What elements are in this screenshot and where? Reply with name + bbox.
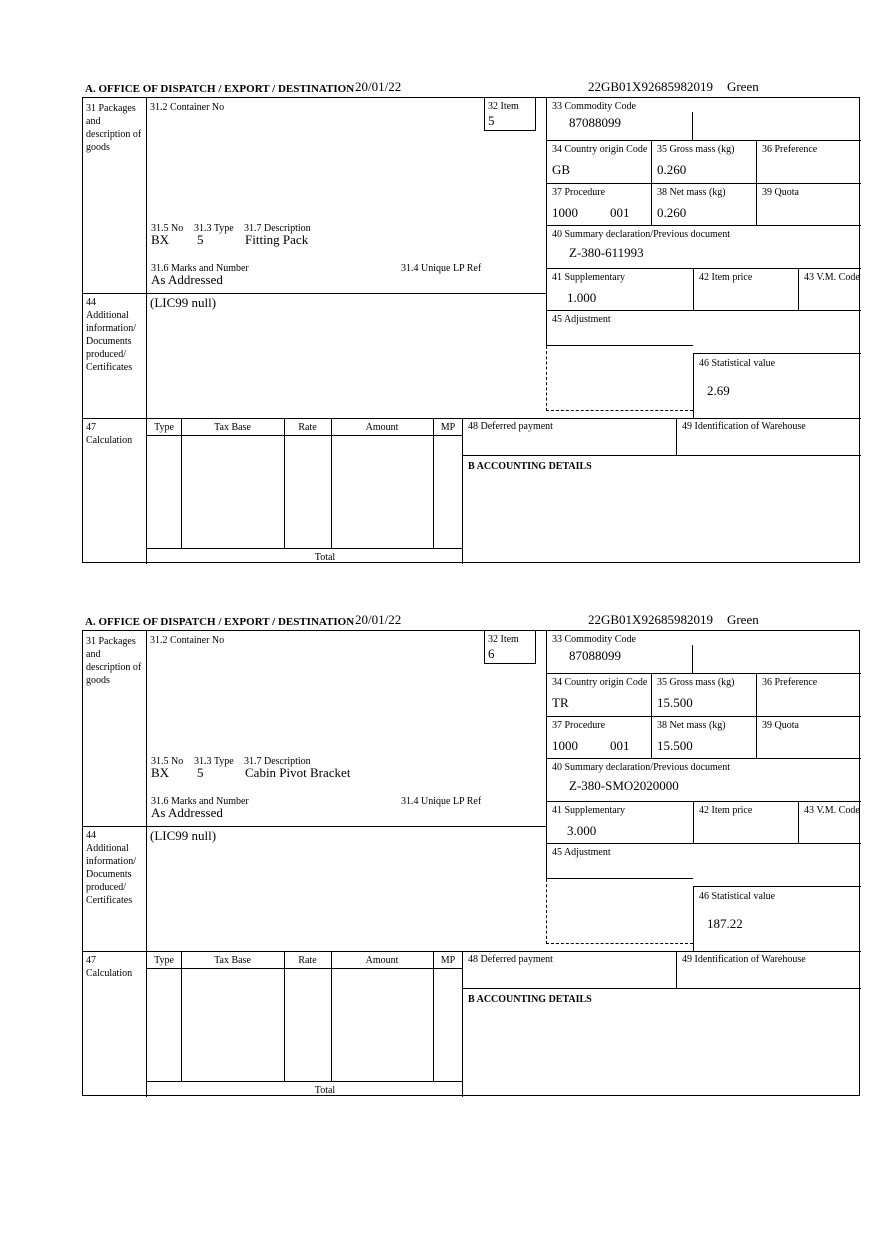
office-of-dispatch-heading: A. OFFICE OF DISPATCH / EXPORT / DESTINATION <box>85 616 355 628</box>
box43-vm-code <box>798 802 861 844</box>
statistical-value: 187.22 <box>707 916 743 931</box>
box42-item-price <box>693 269 798 311</box>
tax-total-rule <box>147 1081 463 1082</box>
item-form-grid <box>82 97 860 563</box>
net-mass-value: 15.500 <box>657 738 693 753</box>
box32-label: 32 Item <box>488 634 519 645</box>
tax-col-rate: Rate <box>298 955 317 966</box>
box32-item <box>484 631 536 664</box>
box47-label: Calculation <box>86 968 133 979</box>
tax-col-tax-base: Tax Base <box>214 955 251 966</box>
box37-procedure <box>546 717 651 759</box>
commodity-code-separator <box>692 112 693 140</box>
box31-7-label: 31.7 Description <box>244 756 311 767</box>
box37-label: 37 Procedure <box>552 187 606 198</box>
commodity-code-value: 87088099 <box>569 115 621 130</box>
box43-label: 43 V.M. Code <box>804 805 860 816</box>
package-kind-value: BX <box>151 232 170 247</box>
adjustment-continuation-dashed-box <box>546 879 693 944</box>
tax-divider-3 <box>331 951 332 1081</box>
box46-label: 46 Statistical value <box>699 891 776 902</box>
tax-divider-2 <box>284 418 285 548</box>
box44-divider <box>83 826 546 827</box>
box35-label: 35 Gross mass (kg) <box>657 677 735 688</box>
box31-6-label: 31.6 Marks and Number <box>151 796 249 807</box>
box46-label: 46 Statistical value <box>699 358 776 369</box>
commodity-code-value: 87088099 <box>569 648 621 663</box>
dispatch-date: 20/01/22 <box>355 79 402 94</box>
box39-quota <box>756 717 861 759</box>
tax-divider-3 <box>331 418 332 548</box>
box33-commodity <box>546 631 861 674</box>
box43-vm-code <box>798 269 861 311</box>
box41-supplementary <box>546 269 693 311</box>
box48-deferred-payment <box>463 418 676 456</box>
box42-label: 42 Item price <box>699 272 753 283</box>
box44-divider <box>83 293 546 294</box>
additional-information-value: (LIC99 null) <box>150 295 217 310</box>
box39-label: 39 Quota <box>762 720 799 731</box>
accounting-details-heading: B ACCOUNTING DETAILS <box>468 994 592 1005</box>
declaration-item-block <box>0 78 882 564</box>
box31-label: 31 Packages and description of goods <box>86 103 142 153</box>
mrn-number: 22GB01X92685982019 <box>588 612 713 627</box>
box39-label: 39 Quota <box>762 187 799 198</box>
box37-label: 37 Procedure <box>552 720 606 731</box>
goods-description-value: Fitting Pack <box>245 232 309 247</box>
box45-adjustment <box>546 844 693 879</box>
tax-col-type: Type <box>154 422 174 433</box>
box31-3-label: 31.3 Type <box>194 223 234 234</box>
item-form-grid <box>82 630 860 1096</box>
box31-2-label: 31.2 Container No <box>150 102 225 113</box>
tax-col-amount: Amount <box>365 422 399 433</box>
box34-country-origin <box>546 674 651 717</box>
box45-adjustment <box>546 311 693 346</box>
box40-summary-declaration <box>546 226 861 269</box>
tax-divider-1 <box>181 418 182 548</box>
supplementary-units-value: 1.000 <box>567 290 597 305</box>
box31-4-label: 31.4 Unique LP Ref <box>401 263 482 274</box>
adjustment-continuation-dashed-box <box>546 346 693 411</box>
box49-warehouse <box>676 951 861 989</box>
box33-label: 33 Commodity Code <box>552 634 636 645</box>
box42-label: 42 Item price <box>699 805 753 816</box>
box32-label: 32 Item <box>488 101 519 112</box>
statistical-value: 2.69 <box>707 383 730 398</box>
box31-2-label: 31.2 Container No <box>150 635 225 646</box>
net-mass-value: 0.260 <box>657 205 687 220</box>
box45-label: 45 Adjustment <box>552 847 611 858</box>
box38-label: 38 Net mass (kg) <box>657 187 726 198</box>
box37-procedure <box>546 184 651 226</box>
box38-net-mass <box>651 717 756 759</box>
routing-status: Green <box>726 79 759 94</box>
box44-number: 44 <box>86 830 96 841</box>
declaration-reference <box>588 80 759 94</box>
box31-5-label: 31.5 No <box>151 756 184 767</box>
tax-divider-2 <box>284 951 285 1081</box>
box36-preference <box>756 674 861 717</box>
accounting-details-heading: B ACCOUNTING DETAILS <box>468 461 592 472</box>
tax-divider-1 <box>181 951 182 1081</box>
gross-mass-value: 0.260 <box>657 162 687 177</box>
package-count-value: 5 <box>197 232 204 247</box>
box31-5-label: 31.5 No <box>151 223 184 234</box>
box45-label: 45 Adjustment <box>552 314 611 325</box>
box36-label: 36 Preference <box>762 677 818 688</box>
box34-label: 34 Country origin Code <box>552 677 648 688</box>
box31-6-label: 31.6 Marks and Number <box>151 263 249 274</box>
box35-gross-mass <box>651 141 756 184</box>
tax-header-rule <box>147 435 463 436</box>
procedure-code-value: 1000 <box>552 738 578 753</box>
routing-status: Green <box>726 612 759 627</box>
procedure-suffix-value: 001 <box>610 738 630 753</box>
box48-label: 48 Deferred payment <box>468 954 553 965</box>
marks-and-number-value: As Addressed <box>151 805 223 820</box>
mrn-number: 22GB01X92685982019 <box>588 79 713 94</box>
box44-label: Additional information/ Documents produced/ Certificates <box>86 310 136 373</box>
package-kind-value: BX <box>151 765 170 780</box>
tax-col-mp: MP <box>440 422 456 433</box>
box38-net-mass <box>651 184 756 226</box>
box44-label: Additional information/ Documents produced/ Certificates <box>86 843 136 906</box>
box47-number: 47 <box>86 422 96 433</box>
box41-label: 41 Supplementary <box>552 805 626 816</box>
box48-label: 48 Deferred payment <box>468 421 553 432</box>
box35-gross-mass <box>651 674 756 717</box>
previous-document-value: Z-380-SMO2020000 <box>569 778 679 793</box>
tax-col-type: Type <box>154 955 174 966</box>
tax-total-label: Total <box>314 552 336 563</box>
box38-label: 38 Net mass (kg) <box>657 720 726 731</box>
box41-supplementary <box>546 802 693 844</box>
box40-summary-declaration <box>546 759 861 802</box>
tax-header-rule <box>147 968 463 969</box>
supplementary-units-value: 3.000 <box>567 823 597 838</box>
additional-information-value: (LIC99 null) <box>150 828 217 843</box>
box49-label: 49 Identification of Warehouse <box>682 421 806 432</box>
tax-col-mp: MP <box>440 955 456 966</box>
box44-number: 44 <box>86 297 96 308</box>
box33-label: 33 Commodity Code <box>552 101 636 112</box>
box40-label: 40 Summary declaration/Previous document <box>552 229 731 240</box>
commodity-code-separator <box>692 645 693 673</box>
previous-document-value: Z-380-611993 <box>569 245 644 260</box>
office-of-dispatch-heading: A. OFFICE OF DISPATCH / EXPORT / DESTINATION <box>85 83 355 95</box>
package-count-value: 5 <box>197 765 204 780</box>
box33-commodity <box>546 98 861 141</box>
box41-label: 41 Supplementary <box>552 272 626 283</box>
item-number-value: 5 <box>488 113 495 128</box>
box31-7-label: 31.7 Description <box>244 223 311 234</box>
tax-col-rate: Rate <box>298 422 317 433</box>
box43-label: 43 V.M. Code <box>804 272 860 283</box>
tax-calculation-table <box>147 951 463 1097</box>
marks-and-number-value: As Addressed <box>151 272 223 287</box>
box47-number: 47 <box>86 955 96 966</box>
declaration-reference <box>588 613 759 627</box>
box49-label: 49 Identification of Warehouse <box>682 954 806 965</box>
box46-statistical-value <box>693 886 861 951</box>
procedure-code-value: 1000 <box>552 205 578 220</box>
box31-4-label: 31.4 Unique LP Ref <box>401 796 482 807</box>
tax-total-rule <box>147 548 463 549</box>
box46-statistical-value <box>693 353 861 418</box>
box31-label: 31 Packages and description of goods <box>86 636 142 686</box>
box47-label: Calculation <box>86 435 133 446</box>
tax-col-tax-base: Tax Base <box>214 422 251 433</box>
tax-divider-4 <box>433 951 434 1081</box>
box35-label: 35 Gross mass (kg) <box>657 144 735 155</box>
dispatch-date: 20/01/22 <box>355 612 402 627</box>
box49-warehouse <box>676 418 861 456</box>
gross-mass-value: 15.500 <box>657 695 693 710</box>
country-origin-value: GB <box>552 162 571 177</box>
box36-label: 36 Preference <box>762 144 818 155</box>
box42-item-price <box>693 802 798 844</box>
tax-calculation-table <box>147 418 463 564</box>
box34-label: 34 Country origin Code <box>552 144 648 155</box>
box39-quota <box>756 184 861 226</box>
declaration-item-block <box>0 611 882 1097</box>
box40-label: 40 Summary declaration/Previous document <box>552 762 731 773</box>
box48-deferred-payment <box>463 951 676 989</box>
goods-description-value: Cabin Pivot Bracket <box>245 765 351 780</box>
box34-country-origin <box>546 141 651 184</box>
box32-item <box>484 98 536 131</box>
country-origin-value: TR <box>552 695 569 710</box>
procedure-suffix-value: 001 <box>610 205 630 220</box>
item-number-value: 6 <box>488 646 495 661</box>
box31-3-label: 31.3 Type <box>194 756 234 767</box>
tax-col-amount: Amount <box>365 955 399 966</box>
box36-preference <box>756 141 861 184</box>
tax-divider-4 <box>433 418 434 548</box>
tax-total-label: Total <box>314 1085 336 1096</box>
